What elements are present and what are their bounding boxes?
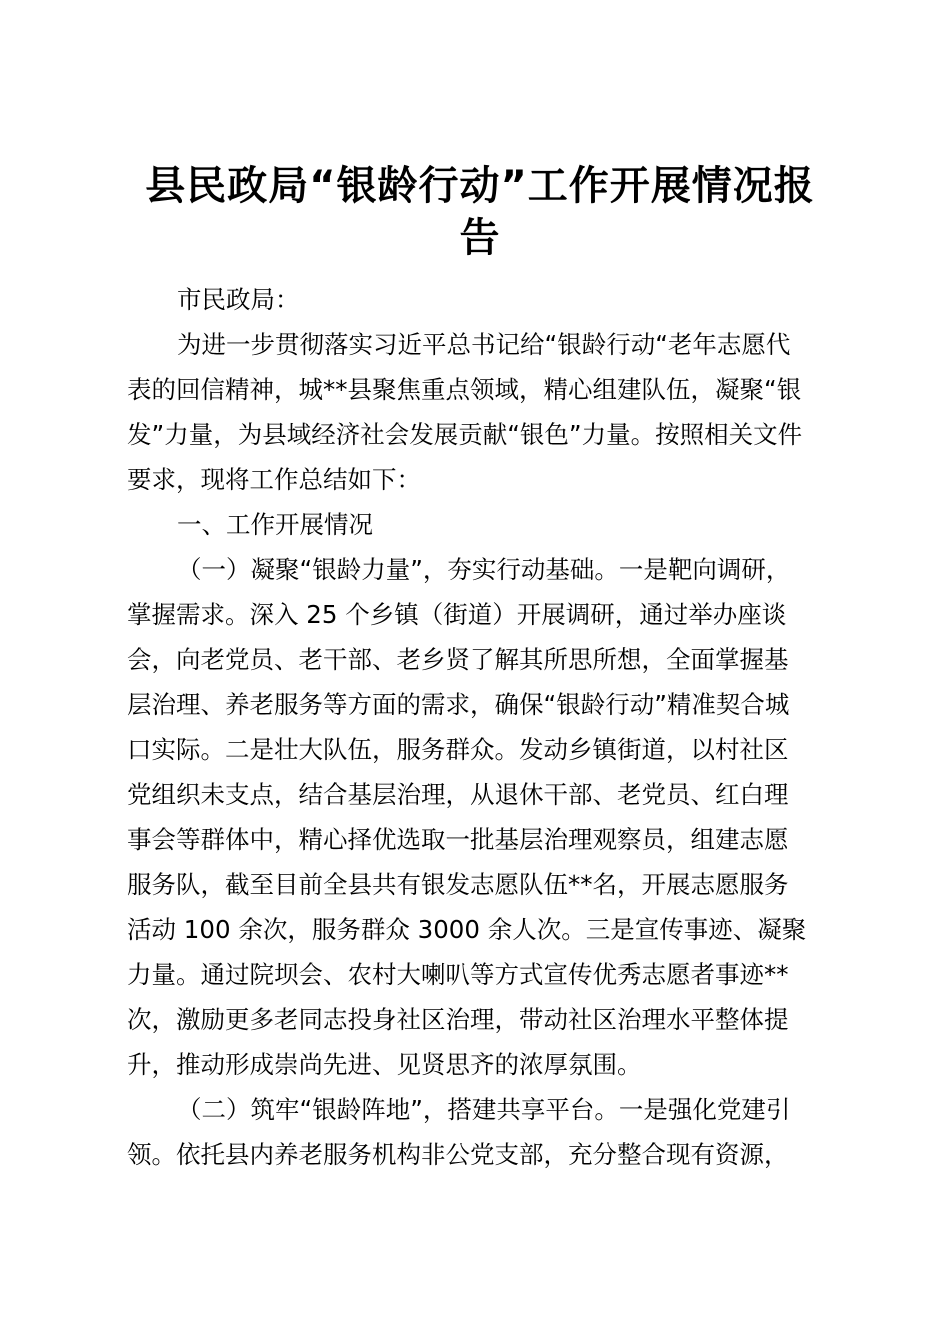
paragraph-line: 领。依托县内养老服务机构非公党支部，充分整合现有资源， (127, 1140, 789, 1169)
paragraph-line: 表的回信精神，城**县聚焦重点领域，精心组建队伍，凝聚“银 (127, 375, 802, 404)
paragraph-line: 升，推动形成崇尚先进、见贤思齐的浓厚氛围。 (127, 1050, 642, 1079)
paragraph-line: 服务队，截至目前全县共有银发志愿队伍**名，开展志愿服务 (127, 870, 789, 899)
title-line-2: 告 (459, 215, 501, 261)
paragraph-line: 为进一步贯彻落实习近平总书记给“银龄行动“老年志愿代 (177, 330, 791, 359)
document-body (127, 277, 827, 1177)
title-line-1: 县民政局“银龄行动”工作开展情况报 (145, 163, 815, 209)
paragraph-line: 口实际。二是壮大队伍，服务群众。发动乡镇街道，以村社区 (127, 735, 789, 764)
paragraph-line: 党组织未支点，结合基层治理，从退休干部、老党员、红白理 (127, 780, 789, 809)
paragraph-line: 要求，现将工作总结如下： (127, 465, 421, 494)
paragraph-line: 力量。通过院坝会、农村大喇叭等方式宣传优秀志愿者事迹** (127, 960, 789, 989)
paragraph-line: 层治理、养老服务等方面的需求，确保“银龄行动”精准契合城 (127, 690, 790, 719)
paragraph-line: 掌握需求。深入 25 个乡镇（街道）开展调研，通过举办座谈 (127, 600, 787, 629)
salutation: 市民政局： (177, 285, 300, 314)
paragraph-line: 发”力量，为县域经济社会发展贡献“银色”力量。按照相关文件 (127, 420, 803, 449)
paragraph-line: （一）凝聚“银龄力量”，夯实行动基础。一是靶向调研， (177, 555, 791, 584)
paragraph-line: 事会等群体中，精心择优选取一批基层治理观察员，组建志愿 (127, 825, 789, 854)
section-heading: 一、工作开展情况 (177, 510, 373, 539)
document-title (100, 160, 860, 264)
paragraph-line: 活动 100 余次，服务群众 3000 余人次。三是宣传事迹、凝聚 (127, 915, 807, 944)
paragraph-line: 会，向老党员、老干部、老乡贤了解其所思所想，全面掌握基 (127, 645, 789, 674)
paragraph-line: （二）筑牢“银龄阵地”，搭建共享平台。一是强化党建引 (177, 1095, 791, 1124)
paragraph-line: 次，激励更多老同志投身社区治理，带动社区治理水平整体提 (127, 1005, 789, 1034)
